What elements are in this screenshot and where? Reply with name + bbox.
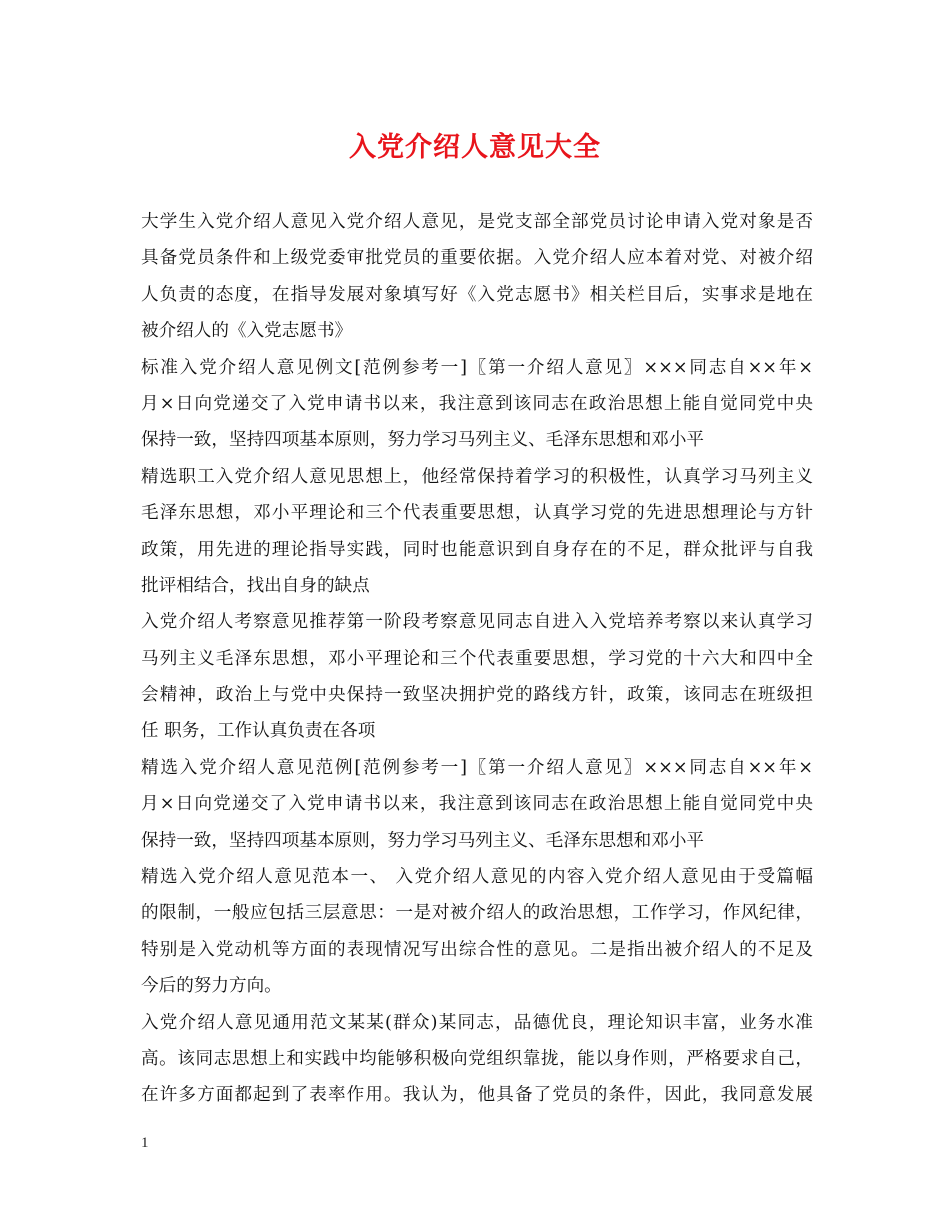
text-line: 被介绍人的《入党志愿书》 — [141, 321, 353, 342]
text-line: 精选入党介绍人意见范例[范例参考一]〖第一介绍人意见〗×××同志自××年× — [141, 757, 813, 778]
text-line: 会精神，政治上与党中央保持一致坚决拥护党的路线方针，政策，该同志在班级担 — [141, 685, 813, 706]
text-line: 人负责的态度，在指导发展对象填写好《入党志愿书》相关栏目后，实事求是地在 — [141, 284, 813, 305]
text-line: 的限制，一般应包括三层意思：一是对被介绍人的政治思想，工作学习，作风纪律， — [141, 903, 813, 924]
text-line: 标准入党介绍人意见例文[范例参考一]〖第一介绍人意见〗×××同志自××年× — [141, 357, 813, 378]
text-line: 具备党员条件和上级党委审批党员的重要依据。入党介绍人应本着对党、对被介绍 — [141, 248, 813, 269]
text-line: 精选职工入党介绍人意见思想上，他经常保持着学习的积极性，认真学习马列主义 — [141, 466, 813, 487]
text-line: 今后的努力方向。 — [141, 976, 282, 997]
page-number: 1 — [141, 1135, 149, 1151]
text-line: 任 职务，工作认真负责在各项 — [141, 721, 376, 742]
text-line: 毛泽东思想，邓小平理论和三个代表重要思想，认真学习党的先进思想理论与方针 — [141, 503, 813, 524]
text-line: 在许多方面都起到了表率作用。我认为，他具备了党员的条件，因此，我同意发展 — [141, 1085, 813, 1106]
text-line: 高。该同志思想上和实践中均能够积极向党组织靠拢，能以身作则，严格要求自己， — [141, 1048, 813, 1069]
text-line: 批评相结合，找出自身的缺点 — [141, 575, 370, 596]
document-body — [141, 204, 813, 1114]
text-line: 大学生入党介绍人意见入党介绍人意见，是党支部全部党员讨论申请入党对象是否 — [141, 212, 813, 232]
text-line: 月×日向党递交了入党申请书以来，我注意到该同志在政治思想上能自觉同党中央 — [141, 393, 813, 414]
text-line: 特别是入党动机等方面的表现情况写出综合性的意见。二是指出被介绍人的不足及 — [141, 939, 813, 960]
text-line: 保持一致，坚持四项基本原则，努力学习马列主义、毛泽东思想和邓小平 — [141, 430, 705, 451]
text-line: 政策，用先进的理论指导实践，同时也能意识到自身存在的不足，群众批评与自我 — [141, 539, 813, 560]
text-line: 马列主义毛泽东思想，邓小平理论和三个代表重要思想，学习党的十六大和四中全 — [141, 648, 813, 669]
text-line: 精选入党介绍人意见范本一、 入党介绍人意见的内容入党介绍人意见由于受篇幅 — [141, 867, 813, 888]
text-line: 保持一致，坚持四项基本原则，努力学习马列主义、毛泽东思想和邓小平 — [141, 830, 705, 851]
text-line: 月×日向党递交了入党申请书以来，我注意到该同志在政治思想上能自觉同党中央 — [141, 794, 813, 815]
text-line: 入党介绍人意见通用范文某某(群众)某同志，品德优良，理论知识丰富，业务水准 — [141, 1012, 813, 1033]
document-title: 入党介绍人意见大全 — [349, 132, 601, 163]
text-line: 入党介绍人考察意见推荐第一阶段考察意见同志自进入入党培养考察以来认真学习 — [141, 612, 813, 633]
